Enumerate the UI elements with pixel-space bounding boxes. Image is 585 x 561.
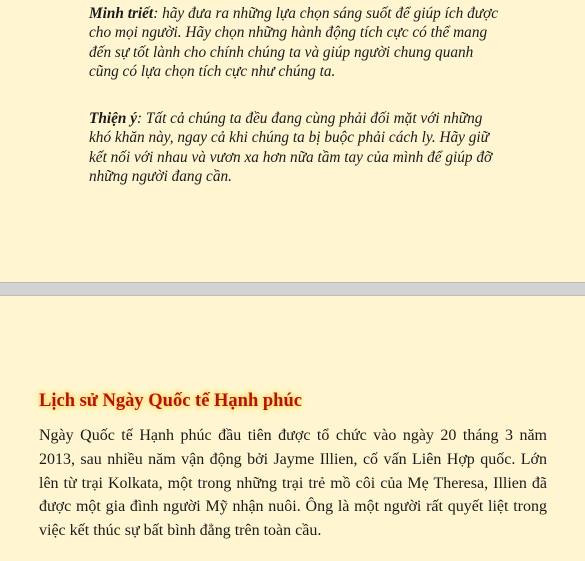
paragraph-minh-triet-text: : hãy đưa ra những lựa chọn sáng suốt để giúp ích được cho mọi người. Hãy chọn những hành động tích cực có thể mang đến sự tốt lành cho chính chúng ta và giúp người chung quanh cũng có lựa chọn tích cực như chúng ta. <box>89 5 499 81</box>
paragraph-thien-y <box>89 109 501 187</box>
section-heading: Lịch sử Ngày Quốc tế Hạnh phúc <box>39 391 302 411</box>
page-separator <box>0 282 585 296</box>
term-minh-triet: Minh triết <box>89 5 154 22</box>
history-paragraph: Ngày Quốc tế Hạnh phúc đầu tiên được tổ chức vào ngày 20 tháng 3 năm 2013, sau nhiều năm vận động bởi Jayme Illien, cố vấn Liên Hợp quốc. Lớn lên từ trại Kolkata, một trong những trại trẻ mồ côi của Mẹ Theresa, Illien đã được một gia đình người Mỹ nhận nuôi. Ông là một người rất quyết liệt trong việc kết thúc sự bất bình đẳng trên toàn cầu. <box>39 427 547 540</box>
paragraph-thien-y-text: : Tất cả chúng ta đều đang cùng phải đối mặt với những khó khăn này, ngay cả khi chúng ta bị buộc phải cách ly. Hãy giữ kết nối với nhau và vươn xa hơn nữa tầm tay của mình để giúp đỡ những người đang cần. <box>89 110 493 186</box>
paragraph-minh-triet <box>89 4 501 82</box>
term-thien-y: Thiện ý <box>89 110 138 127</box>
